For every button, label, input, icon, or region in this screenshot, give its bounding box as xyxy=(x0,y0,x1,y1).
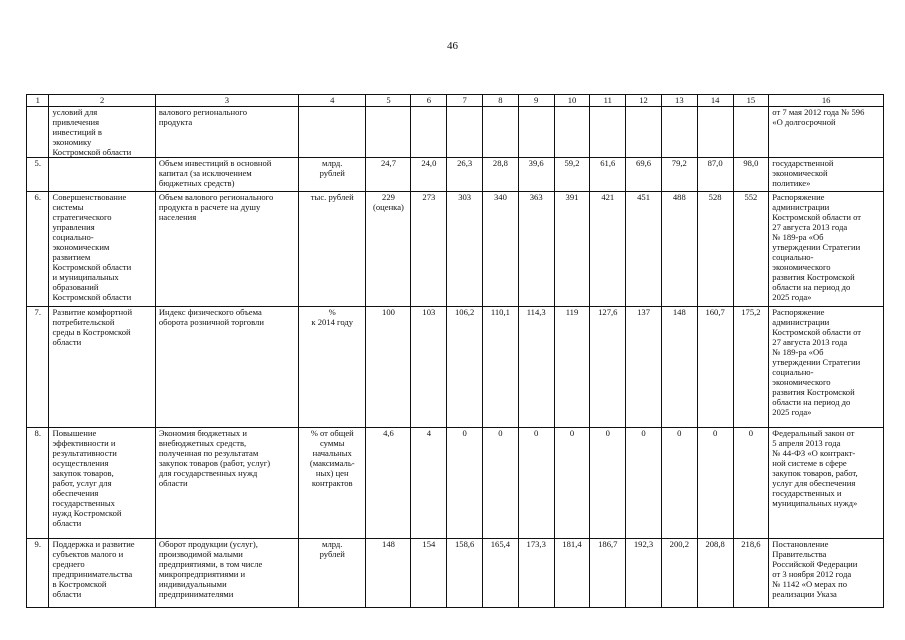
cell-line: млрд. xyxy=(322,539,343,549)
goal-cell xyxy=(49,307,155,428)
cell-line: услуг для обеспечения xyxy=(772,478,856,488)
table-row xyxy=(27,539,884,608)
cell-line: продукта xyxy=(158,117,193,127)
value-cell: 137 xyxy=(626,307,662,428)
cell-line: образований xyxy=(52,282,99,292)
value-cell xyxy=(697,107,733,158)
table-row xyxy=(27,307,884,428)
cell-line: Распоряжение xyxy=(772,192,825,202)
cell-line: эффективности и xyxy=(52,438,116,448)
goal-cell xyxy=(49,107,155,158)
cell-line: 27 августа 2013 года xyxy=(772,337,848,347)
cell-line: социально- xyxy=(772,252,814,262)
value-cell xyxy=(661,107,697,158)
value-cell: 0 xyxy=(447,428,483,539)
cell-line: и муниципальных xyxy=(52,272,119,282)
cell-line: привлечения xyxy=(52,117,100,127)
cell-line: управления xyxy=(52,222,95,232)
cell-line: администрации xyxy=(772,317,830,327)
value-cell: 0 xyxy=(590,428,626,539)
unit-cell xyxy=(299,158,366,192)
cell-line: области xyxy=(52,518,82,528)
source-cell xyxy=(769,539,884,608)
value-cell: 0 xyxy=(483,428,519,539)
unit-cell xyxy=(299,539,366,608)
value-cell: 0 xyxy=(733,428,769,539)
value-cell xyxy=(447,107,483,158)
cell-line: Костромской области от xyxy=(772,327,862,337)
cell-line: Российской Федерации xyxy=(772,559,858,569)
cell-line: Совершенствование xyxy=(52,192,127,202)
cell-line: Федеральный закон от xyxy=(772,428,855,438)
value-cell xyxy=(626,107,662,158)
goal-cell xyxy=(49,192,155,307)
value-cell: 100 xyxy=(366,307,411,428)
row-number-cell: 9. xyxy=(27,539,49,608)
cell-line: Экономия бюджетных и xyxy=(158,428,247,438)
cell-line: государственных и xyxy=(772,488,842,498)
cell-line: развития Костромской xyxy=(772,272,855,282)
goal-cell xyxy=(49,428,155,539)
cell-line: внебюджетных средств, xyxy=(158,438,247,448)
cell-line: утверждении Стратегии xyxy=(772,242,861,252)
value-cell: 181,4 xyxy=(554,539,590,608)
cell-line: № 1142 «О мерах по xyxy=(772,579,848,589)
value-cell: 218,6 xyxy=(733,539,769,608)
unit-cell xyxy=(299,107,366,158)
header-cell: 5 xyxy=(366,95,411,107)
header-cell: 14 xyxy=(697,95,733,107)
indicator-cell xyxy=(155,192,298,307)
value-cell: 127,6 xyxy=(590,307,626,428)
value-cell: 114,3 xyxy=(518,307,554,428)
cell-line: экономику xyxy=(52,137,92,147)
header-cell: 1 xyxy=(27,95,49,107)
value-cell: 165,4 xyxy=(483,539,519,608)
row-number-cell: 7. xyxy=(27,307,49,428)
cell-line: осуществления xyxy=(52,458,109,468)
cell-line: социально- xyxy=(772,367,814,377)
row-number-cell: 5. xyxy=(27,158,49,192)
row-number-cell xyxy=(27,107,49,158)
indicator-cell xyxy=(155,307,298,428)
cell-line: области xyxy=(52,589,82,599)
goal-cell xyxy=(49,539,155,608)
cell-line: бюджетных средств) xyxy=(158,178,235,188)
value-cell xyxy=(518,107,554,158)
page-number: 46 xyxy=(447,40,458,52)
cell-line: потребительской xyxy=(52,317,115,327)
cell-line: № 189-ра «Об xyxy=(772,232,824,242)
value-cell: 0 xyxy=(518,428,554,539)
cell-line: 2025 года» xyxy=(772,292,812,302)
indicator-cell xyxy=(155,158,298,192)
unit-cell xyxy=(299,192,366,307)
value-cell: 24,0 xyxy=(411,158,447,192)
value-cell: 552 xyxy=(733,192,769,307)
value-cell: 175,2 xyxy=(733,307,769,428)
value-cell: 0 xyxy=(554,428,590,539)
value-cell: 98,0 xyxy=(733,158,769,192)
value-cell xyxy=(733,107,769,158)
value-cell: 421 xyxy=(590,192,626,307)
value-cell: 363 xyxy=(518,192,554,307)
cell-line: администрации xyxy=(772,202,830,212)
cell-line: государственной xyxy=(772,158,834,168)
header-cell: 8 xyxy=(483,95,519,107)
cell-line: рублей xyxy=(319,549,345,559)
indicator-cell xyxy=(155,428,298,539)
cell-line: ной системе в сфере xyxy=(772,458,847,468)
table-row xyxy=(27,428,884,539)
cell-line: Объем инвестиций в основной xyxy=(158,158,272,168)
cell-line: развитием xyxy=(52,252,91,262)
indicators-table xyxy=(26,94,884,608)
header-cell: 13 xyxy=(661,95,697,107)
cell-line: Оборот продукции (услуг), xyxy=(158,539,258,549)
cell-line: контрактов xyxy=(311,478,353,488)
header-cell: 4 xyxy=(299,95,366,107)
cell-line: к 2014 году xyxy=(311,317,354,327)
value-cell xyxy=(590,107,626,158)
cell-line: Объем валового регионального xyxy=(158,192,274,202)
value-cell: 26,3 xyxy=(447,158,483,192)
cell-line: продукта в расчете на душу xyxy=(158,202,261,212)
cell-line: Костромской области xyxy=(52,292,132,302)
cell-line: % xyxy=(328,307,336,317)
value-cell: 488 xyxy=(661,192,697,307)
row-number-cell: 8. xyxy=(27,428,49,539)
indicator-cell xyxy=(155,107,298,158)
value-cell: 340 xyxy=(483,192,519,307)
value-cell: 173,3 xyxy=(518,539,554,608)
cell-line: области на период до xyxy=(772,282,851,292)
row-number-cell: 6. xyxy=(27,192,49,307)
cell-line: развития Костромской xyxy=(772,387,855,397)
source-cell xyxy=(769,428,884,539)
cell-line: Костромской области xyxy=(52,147,132,157)
value-cell: 69,6 xyxy=(626,158,662,192)
value-cell: 0 xyxy=(626,428,662,539)
cell-line: среды в Костромской xyxy=(52,327,131,337)
cell-line: № 44-ФЗ «О контракт- xyxy=(772,448,856,458)
value-cell: 0 xyxy=(697,428,733,539)
cell-line: полученная по результатам xyxy=(158,448,259,458)
cell-line: индивидуальными xyxy=(158,579,227,589)
cell-line: тыс. рублей xyxy=(310,192,354,202)
header-cell: 6 xyxy=(411,95,447,107)
cell-line: 2025 года» xyxy=(772,407,812,417)
header-cell: 2 xyxy=(49,95,155,107)
value-cell: 528 xyxy=(697,192,733,307)
cell-line: стратегического xyxy=(52,212,112,222)
cell-line: результативности xyxy=(52,448,117,458)
cell-line: 27 августа 2013 года xyxy=(772,222,848,232)
cell-line: оборота розничной торговли xyxy=(158,317,264,327)
header-cell: 12 xyxy=(626,95,662,107)
value-cell: 103 xyxy=(411,307,447,428)
value-cell: 229 (оценка) xyxy=(366,192,411,307)
value-cell: 24,7 xyxy=(366,158,411,192)
cell-line: социально- xyxy=(52,232,94,242)
source-cell xyxy=(769,158,884,192)
value-cell xyxy=(411,107,447,158)
source-cell xyxy=(769,307,884,428)
cell-line: политике» xyxy=(772,178,811,188)
value-cell xyxy=(483,107,519,158)
value-cell: 110,1 xyxy=(483,307,519,428)
source-cell xyxy=(769,192,884,307)
table-row xyxy=(27,158,884,192)
source-cell xyxy=(769,107,884,158)
header-cell: 16 xyxy=(769,95,884,107)
value-cell: 87,0 xyxy=(697,158,733,192)
cell-line: от 3 ноября 2012 года xyxy=(772,569,852,579)
value-cell: 4,6 xyxy=(366,428,411,539)
cell-line: закупок товаров, работ, xyxy=(772,468,858,478)
cell-line: области на период до xyxy=(772,397,851,407)
cell-line: Распоряжение xyxy=(772,307,825,317)
value-cell: 0 xyxy=(661,428,697,539)
value-cell: 4 xyxy=(411,428,447,539)
indicator-cell xyxy=(155,539,298,608)
cell-line: № 189-ра «Об xyxy=(772,347,824,357)
cell-line: Развитие комфортной xyxy=(52,307,133,317)
cell-line: системы xyxy=(52,202,84,212)
header-cell: 10 xyxy=(554,95,590,107)
header-cell: 11 xyxy=(590,95,626,107)
cell-line: производимой малыми xyxy=(158,549,243,559)
value-cell: 59,2 xyxy=(554,158,590,192)
cell-line: Постановление xyxy=(772,539,829,549)
cell-line: области xyxy=(52,337,82,347)
table-row xyxy=(27,107,884,158)
cell-line: закупок товаров (работ, услуг) xyxy=(158,458,271,468)
cell-line: государственных xyxy=(52,498,115,508)
header-cell: 9 xyxy=(518,95,554,107)
cell-line: экономического xyxy=(772,262,831,272)
cell-line: суммы xyxy=(319,438,345,448)
cell-line: Правительства xyxy=(772,549,827,559)
cell-line: капитал (за исключением xyxy=(158,168,252,178)
value-cell xyxy=(366,107,411,158)
cell-line: экономического xyxy=(772,377,831,387)
table-row xyxy=(27,192,884,307)
cell-line: рублей xyxy=(319,168,345,178)
cell-line: Поддержка и развитие xyxy=(52,539,135,549)
value-cell: 391 xyxy=(554,192,590,307)
cell-line: экономическим xyxy=(52,242,110,252)
value-cell: 273 xyxy=(411,192,447,307)
header-cell: 3 xyxy=(155,95,298,107)
value-cell: 200,2 xyxy=(661,539,697,608)
cell-line: микропредприятиями и xyxy=(158,569,246,579)
value-cell: 61,6 xyxy=(590,158,626,192)
cell-line: нужд Костромской xyxy=(52,508,122,518)
cell-line: предприятиями, в том числе xyxy=(158,559,263,569)
value-cell: 119 xyxy=(554,307,590,428)
cell-line: от 7 мая 2012 года № 596 xyxy=(772,107,865,117)
unit-cell xyxy=(299,428,366,539)
value-cell: 160,7 xyxy=(697,307,733,428)
cell-line: области xyxy=(158,478,188,488)
value-cell: 106,2 xyxy=(447,307,483,428)
cell-line: (максималь- xyxy=(309,458,355,468)
value-cell: 158,6 xyxy=(447,539,483,608)
value-cell: 154 xyxy=(411,539,447,608)
cell-line: в Костромской xyxy=(52,579,107,589)
value-cell: 148 xyxy=(661,307,697,428)
cell-line: работ, услуг для xyxy=(52,478,112,488)
cell-line: Костромской области от xyxy=(772,212,862,222)
cell-line: 5 апреля 2013 года xyxy=(772,438,841,448)
cell-line: реализации Указа xyxy=(772,589,837,599)
cell-line: субъектов малого и xyxy=(52,549,124,559)
value-cell: 186,7 xyxy=(590,539,626,608)
value-cell xyxy=(554,107,590,158)
cell-line: муниципальных нужд» xyxy=(772,498,858,508)
table-header-row xyxy=(27,95,884,107)
value-cell: 303 xyxy=(447,192,483,307)
cell-line: Костромской области xyxy=(52,262,132,272)
value-cell: 79,2 xyxy=(661,158,697,192)
value-cell: 28,8 xyxy=(483,158,519,192)
cell-line: млрд. xyxy=(322,158,343,168)
value-cell: 208,8 xyxy=(697,539,733,608)
cell-line: «О долгосрочной xyxy=(772,117,836,127)
cell-line: валового регионального xyxy=(158,107,248,117)
cell-line: утверждении Стратегии xyxy=(772,357,861,367)
cell-line: начальных xyxy=(312,448,352,458)
cell-line: предпринимательства xyxy=(52,569,133,579)
value-cell: 148 xyxy=(366,539,411,608)
unit-cell xyxy=(299,307,366,428)
value-cell: 39,6 xyxy=(518,158,554,192)
cell-line: предпринимателями xyxy=(158,589,234,599)
value-cell: 451 xyxy=(626,192,662,307)
cell-line: Повышение xyxy=(52,428,97,438)
cell-line: % от общей xyxy=(310,428,354,438)
cell-line: для государственных нужд xyxy=(158,468,258,478)
cell-line: обеспечения xyxy=(52,488,99,498)
value-cell: 192,3 xyxy=(626,539,662,608)
header-cell: 15 xyxy=(733,95,769,107)
cell-line: закупок товаров, xyxy=(52,468,114,478)
goal-cell xyxy=(49,158,155,192)
cell-line: условий для xyxy=(52,107,98,117)
cell-line: инвестиций в xyxy=(52,127,102,137)
cell-line: экономической xyxy=(772,168,828,178)
header-cell: 7 xyxy=(447,95,483,107)
cell-line: среднего xyxy=(52,559,85,569)
cell-line: ных) цен xyxy=(315,468,349,478)
cell-line: Индекс физического объема xyxy=(158,307,262,317)
cell-line: населения xyxy=(158,212,197,222)
